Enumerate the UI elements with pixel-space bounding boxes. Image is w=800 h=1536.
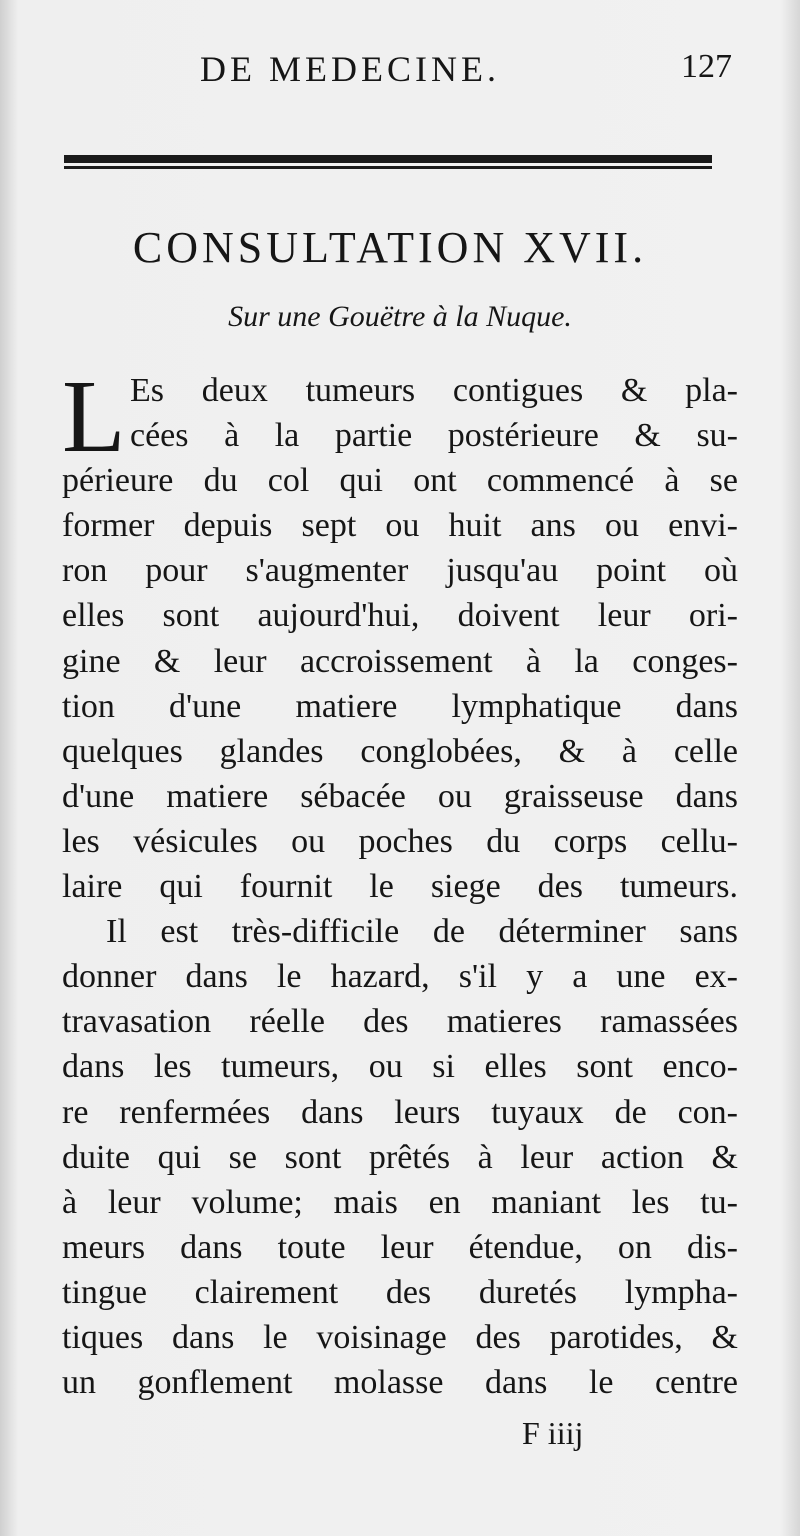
- text-line: elles sont aujourd'hui, doivent leur ori-: [62, 597, 738, 635]
- text-line: périeure du col qui ont commencé à se: [62, 462, 738, 500]
- text-line: tiques dans le voisinage des parotides, &: [62, 1318, 738, 1356]
- text-line: Il est très-difficile de déterminer sans: [106, 913, 738, 951]
- running-title: DE MEDECINE.: [200, 49, 500, 89]
- text-line: former depuis sept ou huit ans ou envi-: [62, 507, 738, 545]
- rule-thick-bar: [64, 155, 712, 163]
- text-line: travasation réelle des matieres ramassées: [62, 1003, 738, 1041]
- text-line: ron pour s'augmenter jusqu'au point où: [62, 552, 738, 590]
- text-line: Es deux tumeurs contigues & pla-: [130, 372, 738, 409]
- page-header: [200, 48, 740, 98]
- text-line: d'une matiere sébacée ou graisseuse dans: [62, 777, 738, 815]
- body-text: [62, 359, 738, 1405]
- text-line: meurs dans toute leur étendue, on dis-: [62, 1228, 738, 1266]
- consultation-subtitle: Sur une Gouëtre à la Nuque.: [228, 300, 572, 333]
- drop-cap: L: [62, 359, 126, 474]
- text-line: les vésicules ou poches du corps cellu-: [62, 822, 738, 860]
- text-line: dans les tumeurs, ou si elles sont enco-: [62, 1048, 738, 1086]
- consultation-title: CONSULTATION XVII.: [132, 223, 648, 272]
- rule-thin-bar: [64, 166, 712, 169]
- text-line: gine & leur accroissement à la conges-: [62, 642, 738, 680]
- ornamental-rule: [64, 155, 712, 173]
- text-line: duite qui se sont prêtés à leur action &: [62, 1138, 738, 1176]
- text-line: quelques glandes conglobées, & à celle: [62, 732, 738, 770]
- text-line: cées à la partie postérieure & su-: [130, 417, 738, 455]
- text-line: donner dans le hazard, s'il y a une ex-: [62, 958, 738, 996]
- text-line: un gonflement molasse dans le centre: [62, 1364, 738, 1402]
- text-line: tingue clairement des duretés lympha-: [62, 1273, 738, 1311]
- text-line: laire qui fournit le siege des tumeurs.: [62, 868, 738, 906]
- text-line: tion d'une matiere lymphatique dans: [62, 687, 738, 725]
- text-line: à leur volume; mais en maniant les tu-: [62, 1183, 738, 1221]
- signature-mark: F iiij: [522, 1415, 584, 1451]
- page-number: 127: [681, 48, 732, 85]
- text-line: re renfermées dans leurs tuyaux de con-: [62, 1093, 738, 1131]
